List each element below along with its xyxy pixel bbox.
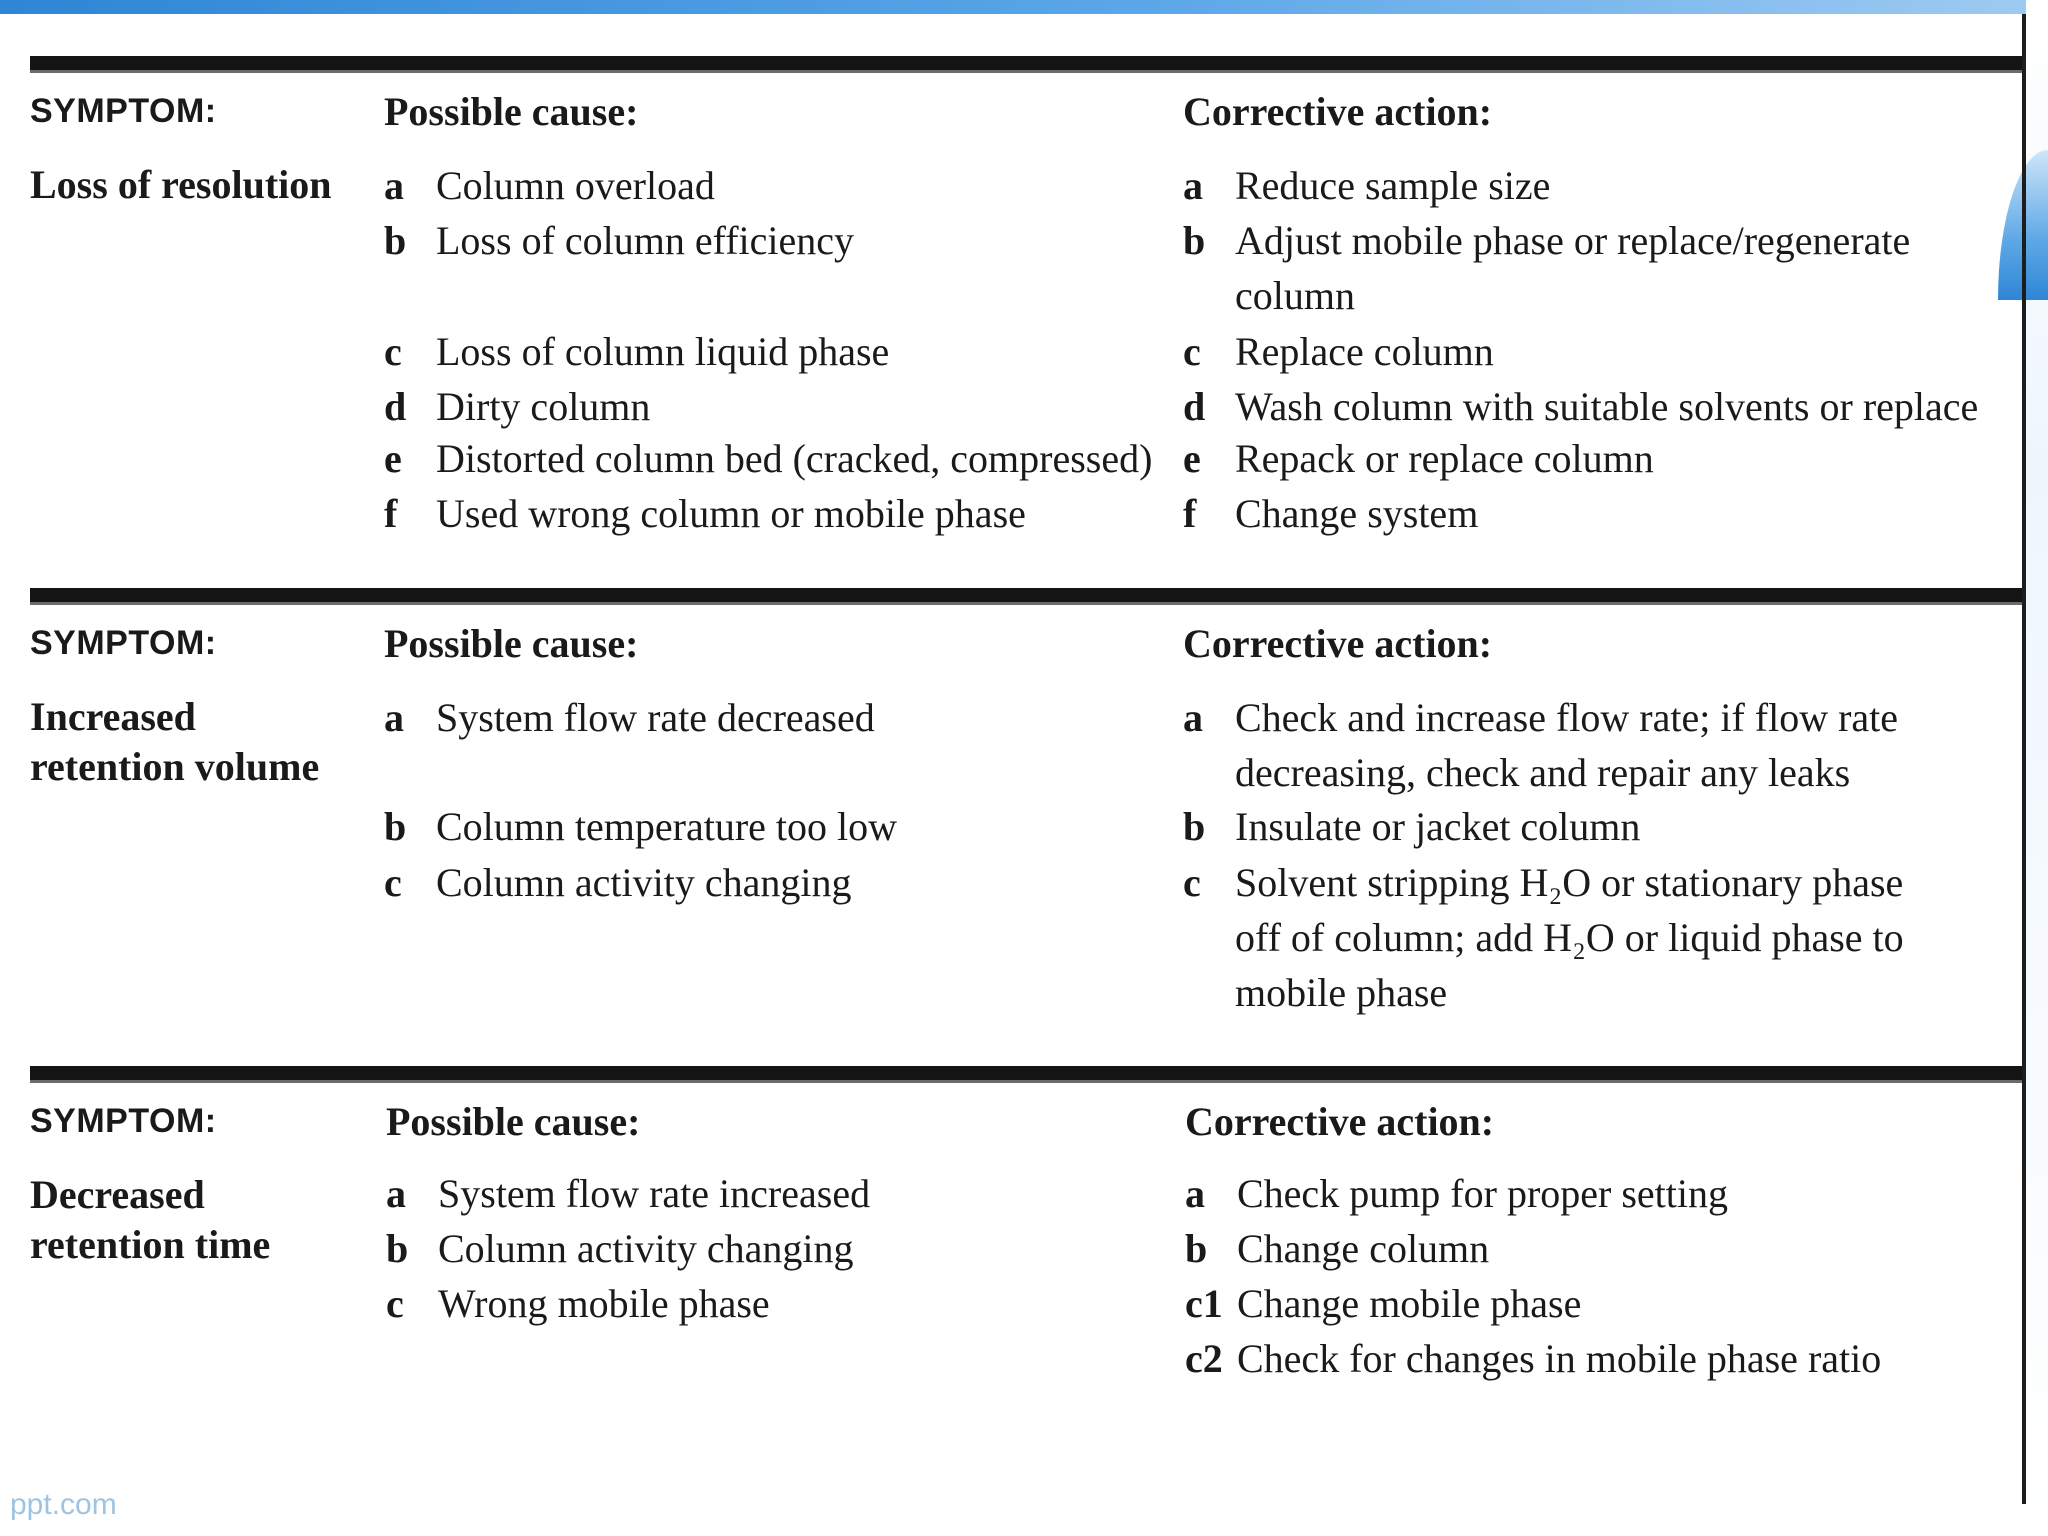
action-text: Change mobile phase <box>1237 1281 1582 1326</box>
table-right-border <box>2022 14 2026 1504</box>
cause-letter: b <box>386 1226 409 1271</box>
symptom-header: SYMPTOM: <box>30 1102 217 1140</box>
action-text: Solvent stripping H₂O or stationary phase off of column; add H₂O or liquid phase to mobile phase <box>1235 860 1904 1015</box>
cause-letter: b <box>384 804 407 849</box>
action-text: Check pump for proper setting <box>1237 1171 1728 1216</box>
cause-text: Column activity changing <box>438 1226 854 1271</box>
action-letter: c <box>1183 329 1201 374</box>
symptom-text: Decreased retention time <box>30 1172 271 1267</box>
action-letter: c <box>1183 860 1201 905</box>
cause-letter: a <box>384 695 404 740</box>
cause-text: Loss of column liquid phase <box>436 329 890 374</box>
cause-text: Dirty column <box>436 384 651 429</box>
cause-letter: f <box>384 491 398 536</box>
action-text: Replace column <box>1235 329 1494 374</box>
action-letter: c1 <box>1185 1281 1223 1326</box>
action-letter: b <box>1183 804 1206 849</box>
cause-letter: e <box>384 436 402 481</box>
symptom-header: SYMPTOM: <box>30 624 217 662</box>
action-text: Check for changes in mobile phase ratio <box>1237 1336 1882 1381</box>
action-letter: d <box>1183 384 1206 429</box>
cause-text: Loss of column efficiency <box>436 218 855 263</box>
cause-letter: c <box>384 329 402 374</box>
action-text: Wash column with suitable solvents or replace <box>1235 384 1979 429</box>
action-text: Insulate or jacket column <box>1235 804 1641 849</box>
cause-letter: c <box>386 1281 404 1326</box>
symptom-text: Loss of resolution <box>30 162 332 207</box>
section-divider <box>30 1066 2022 1080</box>
cause-letter: a <box>384 163 404 208</box>
cause-text: Column overload <box>436 163 715 208</box>
cause-text: Distorted column bed (cracked, compressed) <box>436 436 1153 481</box>
action-letter: f <box>1183 491 1197 536</box>
cause-letter: a <box>386 1171 406 1216</box>
action-letter: a <box>1185 1171 1205 1216</box>
action-text: Check and increase flow rate; if flow rate decreasing, check and repair any leaks <box>1235 695 1899 795</box>
cause-letter: c <box>384 860 402 905</box>
cause-text: Wrong mobile phase <box>438 1281 770 1326</box>
action-header: Corrective action: <box>1183 621 1493 666</box>
action-header: Corrective action: <box>1185 1099 1495 1144</box>
symptom-text: Increased retention volume <box>30 694 320 789</box>
footer-brand: ppt.com <box>10 1488 117 1521</box>
action-text: Reduce sample size <box>1235 163 1551 208</box>
cause-letter: d <box>384 384 407 429</box>
cause-text: Used wrong column or mobile phase <box>436 491 1026 536</box>
action-letter: c2 <box>1185 1336 1223 1381</box>
cause-text: Column temperature too low <box>436 804 898 849</box>
action-letter: a <box>1183 695 1203 740</box>
action-letter: e <box>1183 436 1201 481</box>
action-letter: b <box>1185 1226 1208 1271</box>
action-text: Change column <box>1237 1226 1490 1271</box>
action-text: Repack or replace column <box>1235 436 1654 481</box>
action-letter: a <box>1183 163 1203 208</box>
cause-letter: b <box>384 218 407 263</box>
cause-header: Possible cause: <box>384 621 639 666</box>
cause-text: System flow rate decreased <box>436 695 875 740</box>
cause-text: System flow rate increased <box>438 1171 871 1216</box>
action-letter: b <box>1183 218 1206 263</box>
action-text: Change system <box>1235 491 1479 536</box>
action-text: Adjust mobile phase or replace/regenerate column <box>1235 218 1911 318</box>
cause-header: Possible cause: <box>386 1099 641 1144</box>
symptom-header: SYMPTOM: <box>30 92 217 130</box>
cause-text: Column activity changing <box>436 860 852 905</box>
action-header: Corrective action: <box>1183 89 1493 134</box>
cause-header: Possible cause: <box>384 89 639 134</box>
